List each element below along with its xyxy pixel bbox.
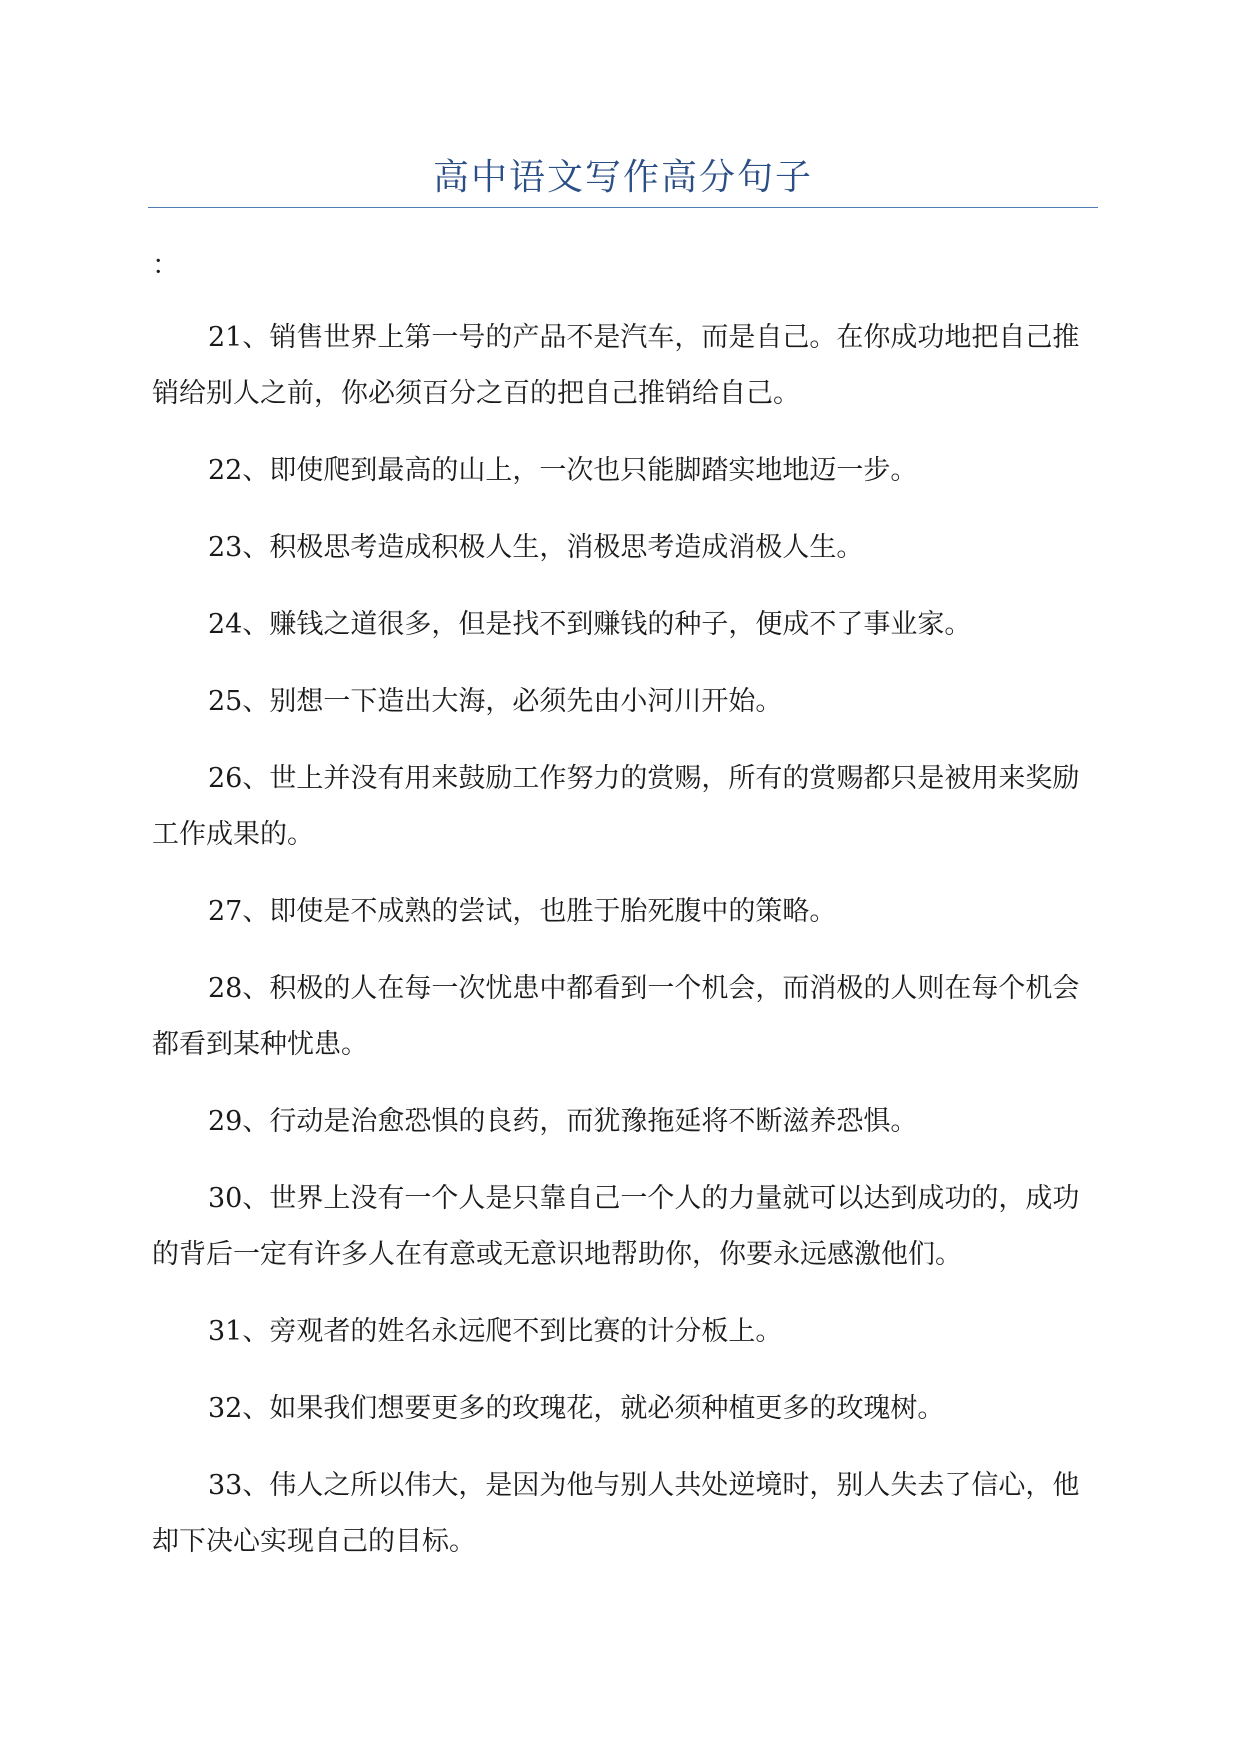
paragraph: 22、即使爬到最高的山上，一次也只能脚踏实地地迈一步。	[208, 455, 918, 486]
paragraph: 25、别想一下造出大海，必须先由小河川开始。	[208, 686, 783, 717]
document-body	[152, 310, 1095, 1591]
paragraph: 32、如果我们想要更多的玫瑰花，就必须种植更多的玫瑰树。	[208, 1393, 945, 1424]
paragraph: 26、世上并没有用来鼓励工作努力的赏赐，所有的赏赐都只是被用来奖励工作成果的。	[152, 763, 1080, 850]
paragraph: 24、赚钱之道很多，但是找不到赚钱的种子，便成不了事业家。	[208, 609, 972, 640]
paragraph: 33、伟人之所以伟大，是因为他与别人共处逆境时，别人失去了信心，他却下决心实现自己的目标。	[152, 1470, 1080, 1557]
paragraph: 28、积极的人在每一次忧患中都看到一个机会，而消极的人则在每个机会都看到某种忧患。	[152, 973, 1080, 1060]
paragraph: 21、销售世界上第一号的产品不是汽车，而是自己。在你成功地把自己推销给别人之前，你必须百分之百的把自己推销给自己。	[152, 322, 1080, 409]
paragraph: 27、即使是不成熟的尝试，也胜于胎死腹中的策略。	[208, 896, 837, 927]
intro-colon: ：	[152, 250, 179, 281]
paragraph: 30、世界上没有一个人是只靠自己一个人的力量就可以达到成功的，成功的背后一定有许多人在有意或无意识地帮助你，你要永远感激他们。	[152, 1183, 1080, 1270]
paragraph: 31、旁观者的姓名永远爬不到比赛的计分板上。	[208, 1316, 783, 1347]
paragraph: 29、行动是治愈恐惧的良药，而犹豫拖延将不断滋养恐惧。	[208, 1106, 918, 1137]
paragraph: 23、积极思考造成积极人生，消极思考造成消极人生。	[208, 532, 864, 563]
title-underline	[148, 207, 1098, 208]
document-title: 高中语文写作高分句子	[432, 157, 813, 198]
